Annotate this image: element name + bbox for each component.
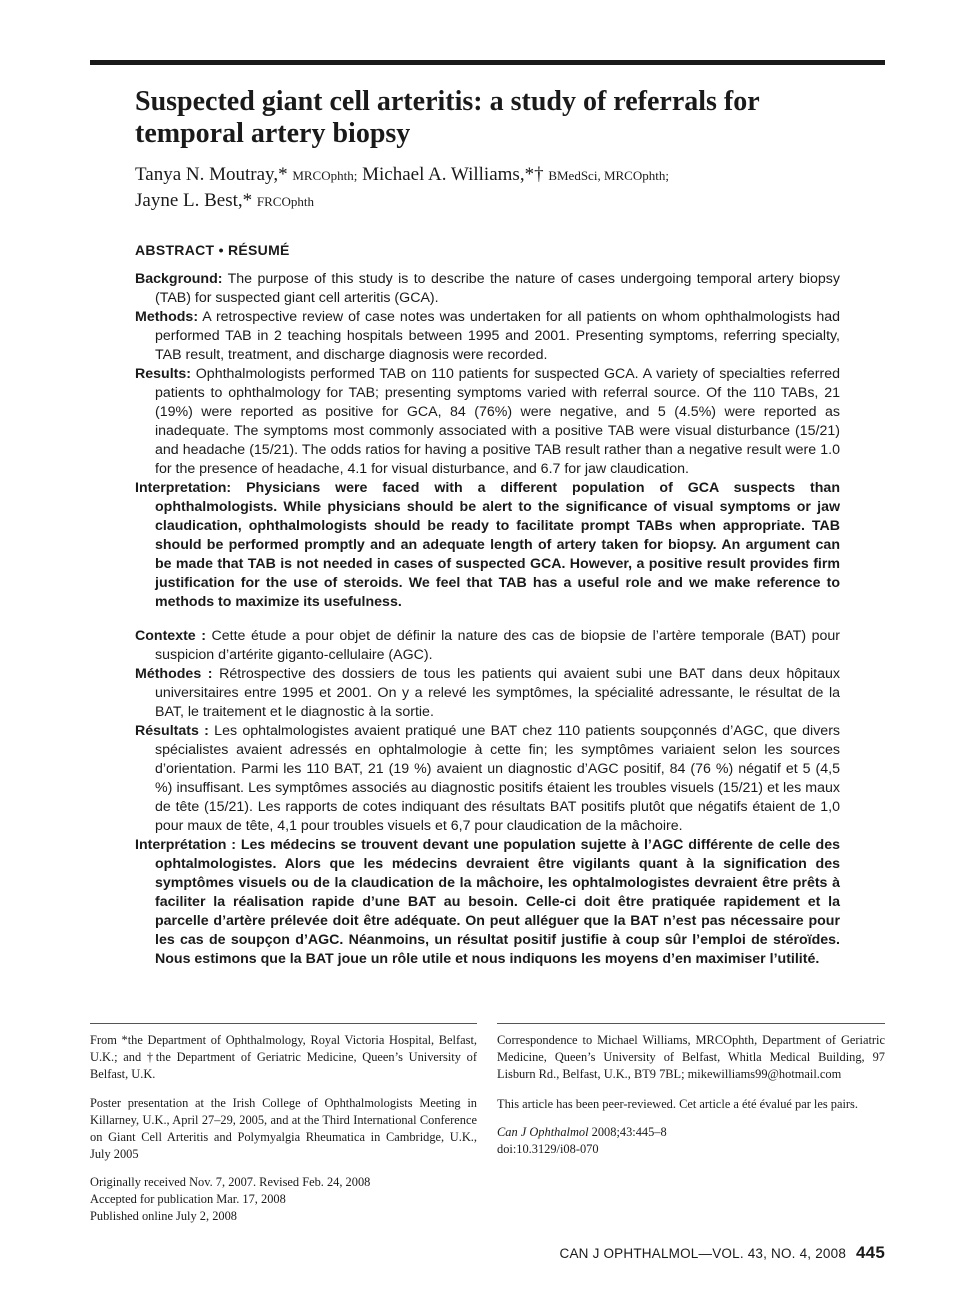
article-title: Suspected giant cell arteritis: a study of referrals for temporal artery biopsy [135,86,760,149]
doi: doi:10.3129/i08-070 [497,1142,599,1156]
section-text: Les médecins se trouvent devant une population sujette à l’AGC différente de celle des ophtalmologistes. Alors que les médecins devraient être vigilants quant à la signification des symptômes visuels ou de la claudication de la mâchoire, les ophtalmologistes devraient être prêts à faciliter la réalisation rapide d’une BAT au besoin. Celle-ci doit être pratiquée rapidement et la parcelle d’artère prélevée doit être adéquate. On peut alléguer que la BAT n’est pas nécessaire pour les cas de soupçon d’AGC. Néanmoins, un résultat positif justifie à coup sûr l’emploi de stéroïdes. Nous estimons que la BAT joue un rôle utile et nous indiquons les moyens d’en maximiser l’utilité. [155,837,840,967]
accepted-date: Accepted for publication Mar. 17, 2008 [90,1192,286,1206]
page-number: 445 [856,1243,885,1262]
citation-line [497,1124,885,1141]
section-text: Physicians were faced with a different population of GCA suspects than ophthalmologists. While physicians should be alert to the significance of visual symptoms or jaw claudication, ophthalmologists should be ready to facilitate prompt TABs when appropriate. TAB should be performed promptly and an adequate length of artery taken for biopsy. An argument can be made that TAB is not needed in cases of suspected GCA. However, a positive result provides firm justification for the use of steroids. We feel that TAB has a useful role and we make reference to methods to maximize its usefulness. [155,480,840,610]
section-text: Ophthalmologists performed TAB on 110 patients for suspected GCA. A variety of specialties referred patients to ophthalmology for TAB; presenting symptoms varied with referral source. Of the 110 TABs, 21 (19%) were reported as positive for GCA, 84 (76%) were negative, and 5 (4.5%) were reported as inadequate. The symptoms most commonly associated with a positive TAB were visual disturbance (15/21) and headache (15/21). The odds ratios for having a positive TAB result rather than a negative result were 1.0 for the presence of headache, 4.1 for visual disturbance, and 6.7 for jaw claudication. [155,366,840,477]
poster-note: Poster presentation at the Irish College of Ophthalmologists Meeting in Killarney, U.K., April 27–29, 2005, and at the Third International Conference on Giant Cell Arteritis and Polymyalgia Rheumatica in Cambridge, U.K., July 2005 [90,1096,477,1161]
author-name: Tanya N. Moutray,* [135,164,288,185]
resume-resultats [135,722,840,836]
section-label: Résultats : [135,723,209,739]
author-degree: BMedSci, MRCOphth; [548,168,669,183]
language-separator [135,612,840,627]
peer-review-note: This article has been peer-reviewed. Cet article a été évalué par les pairs. [497,1097,858,1111]
resume-methodes [135,665,840,722]
section-label: Méthodes : [135,666,213,682]
citation-details: 2008;43:445–8 [588,1125,667,1139]
abstract-heading: ABSTRACT • RÉSUMÉ [135,242,290,258]
received-date: Originally received Nov. 7, 2007. Revised Feb. 24, 2008 [90,1175,371,1189]
footnote-rule-left [90,1023,477,1024]
journal-name: Can J Ophthalmol [497,1125,589,1139]
section-text: Rétrospective des dossiers de tous les patients qui avaient subi une BAT dans deux hôpitaux universitaires entre 1995 et 2001. On y a relevé les symptômes, la spécialité adressante, le résultat de la BAT, le traitement et le diagnostic à la sortie. [155,666,840,720]
published-date: Published online July 2, 2008 [90,1209,237,1223]
running-footer [560,1243,885,1263]
section-label: Background: [135,271,223,287]
abstract [135,270,840,969]
abstract-results [135,365,840,479]
resume-contexte [135,627,840,665]
author-list [135,162,855,214]
section-text: Cette étude a pour objet de définir la nature des cas de biopsie de l’artère temporale (BAT) pour suspicion d’artérite giganto-cellulaire (AGC). [155,628,841,663]
dates-note [90,1174,477,1225]
section-label: Contexte : [135,628,206,644]
author-name: Jayne L. Best,* [135,190,253,211]
section-text: Les ophtalmologistes avaient pratiqué une BAT chez 110 patients soupçonnés d’AGC, que divers spécialistes avaient adressés en ophtalmologie à cette fin; les symptômes variaient selon les sources d’orientation. Parmi les 110 BAT, 21 (19 %) avaient un diagnostic d’AGC positif, 84 (76 %) négatif et 5 (4,5 %) insuffisant. Les symptômes associés au diagnostic positifs étaient les troubles visuels (15/21) et les maux de tête (15/21). Les rapports de cotes indiquant des résultats BAT positifs plutôt que négatifs étaient de 1,0 pour maux de tête, 4,1 pour troubles visuels et 6,7 pour claudication de la mâchoire. [155,723,841,834]
section-text: The purpose of this study is to describe the nature of cases undergoing temporal artery biopsy (TAB) for suspected giant cell arteritis (GCA). [155,271,840,306]
footnote-rule-right [497,1023,885,1024]
section-label: Interpretation: [135,480,232,496]
journal-volume: CAN J OPHTHALMOL—VOL. 43, NO. 4, 2008 [559,1246,847,1261]
correspondence-note: Correspondence to Michael Williams, MRCOphth, Department of Geriatric Medicine, Queen’s University of Belfast, Whitla Medical Building, 97 Lisburn Rd., Belfast, U.K., BT9 7BL; mikewilliams99@hotmail.com [497,1033,885,1081]
author-line-2 [135,188,855,214]
author-degree: FRCOphth [256,194,314,209]
top-rule [90,60,885,65]
resume-interpretation [135,836,840,969]
author-name: Michael A. Williams,*† [362,164,544,185]
section-label: Results: [135,366,191,382]
abstract-background [135,270,840,308]
citation-note [497,1124,885,1158]
abstract-interpretation [135,479,840,612]
section-text: A retrospective review of case notes was undertaken for all patients on whom ophthalmologists had performed TAB in 2 teaching hospitals between 1995 and 2001. Presenting symptoms, referring specialty, TAB result, treatment, and discharge diagnosis were recorded. [155,309,840,363]
author-degree: MRCOphth; [292,168,358,183]
section-label: Methods: [135,309,199,325]
section-label: Interprétation : [135,837,237,853]
abstract-methods [135,308,840,365]
affiliation-note: From *the Department of Ophthalmology, Royal Victoria Hospital, Belfast, U.K.; and †the Department of Geriatric Medicine, Queen’s University of Belfast, U.K. [90,1033,477,1081]
author-line-1 [135,162,855,188]
